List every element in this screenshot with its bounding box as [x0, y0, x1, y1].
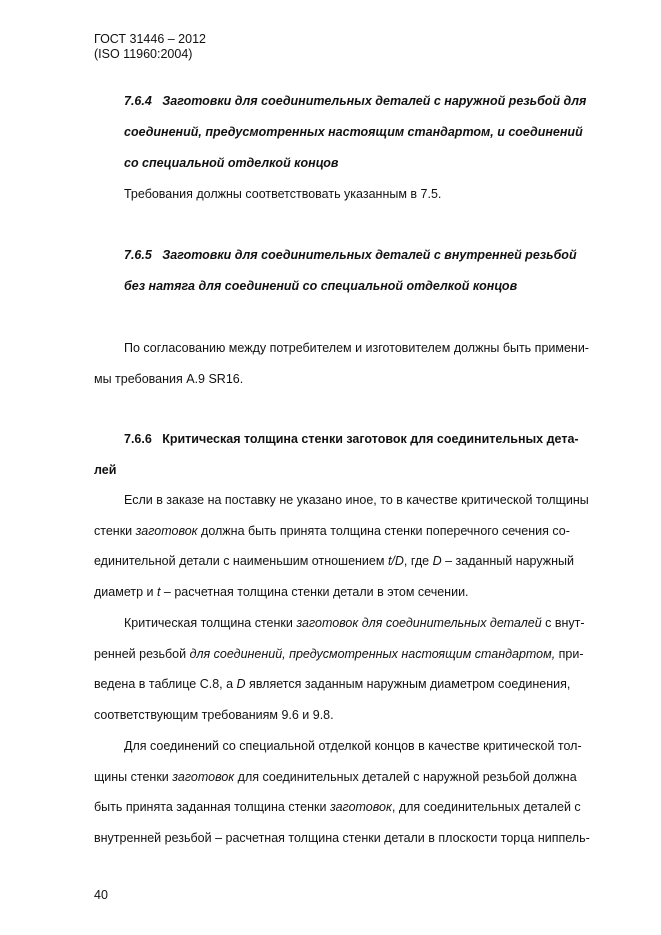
section-7-6-4-text: Требования должны соответствовать указанным в 7.5.	[124, 187, 442, 201]
document-header	[94, 32, 206, 62]
section-7-6-5-paragraph-line-2: мы требования А.9 SR16.	[94, 372, 244, 386]
paragraph-1-line-1: Если в заказе на поставку не указано иное, то в качестве критической толщины	[124, 493, 589, 507]
standard-designation: ГОСТ 31446 – 2012	[94, 32, 206, 46]
section-7-6-5-heading-line-2: без натяга для соединений со специальной отделкой концов	[124, 279, 518, 293]
section-7-6-4-heading-line-2: соединений, предусмотренных настоящим стандартом, и соединений	[124, 125, 583, 139]
paragraph-3-line-2: щины стенки заготовок для соединительных деталей с наружной резьбой должна	[94, 770, 577, 784]
section-number: 7.6.5	[124, 248, 152, 262]
paragraph-2-line-1: Критическая толщина стенки заготовок для соединительных деталей с внут-	[124, 616, 585, 630]
paragraph-1-line-3: единительной детали с наименьшим отношением t/D, где D – заданный наружный	[94, 554, 574, 568]
paragraph-2-line-4: соответствующим требованиям 9.6 и 9.8.	[94, 708, 334, 722]
section-title: Заготовки для соединительных деталей с внутренней резьбой	[162, 248, 577, 262]
paragraph-2-line-2: ренней резьбой для соединений, предусмотренных настоящим стандартом, при-	[94, 647, 584, 661]
paragraph-1-line-2: стенки заготовок должна быть принята толщина стенки поперечного сечения со-	[94, 524, 570, 538]
iso-reference: (ISO 11960:2004)	[94, 47, 193, 61]
paragraph-1-line-4: диаметр и t – расчетная толщина стенки детали в этом сечении.	[94, 585, 469, 599]
section-7-6-5-paragraph-line-1: По согласованию между потребителем и изготовителем должны быть примени-	[124, 341, 589, 355]
section-number: 7.6.4	[124, 94, 152, 108]
page-number: 40	[94, 888, 108, 902]
section-7-6-5-heading	[124, 247, 577, 263]
paragraph-3-line-1: Для соединений со специальной отделкой концов в качестве критической тол-	[124, 739, 582, 753]
section-title: Критическая толщина стенки заготовок для соединительных дета-	[162, 432, 579, 446]
section-7-6-4-heading-line-3: со специальной отделкой концов	[124, 156, 339, 170]
section-title: Заготовки для соединительных деталей с наружной резьбой для	[162, 94, 587, 108]
section-7-6-6-heading	[124, 431, 579, 447]
section-7-6-4-heading	[124, 93, 586, 109]
paragraph-3-line-4: внутренней резьбой – расчетная толщина стенки детали в плоскости торца ниппель-	[94, 831, 590, 845]
paragraph-2-line-3: ведена в таблице С.8, а D является заданным наружным диаметром соединения,	[94, 677, 571, 691]
section-number: 7.6.6	[124, 432, 152, 446]
section-7-6-6-heading-line-2: лей	[94, 463, 117, 477]
paragraph-3-line-3: быть принята заданная толщина стенки заготовок, для соединительных деталей с	[94, 800, 581, 814]
